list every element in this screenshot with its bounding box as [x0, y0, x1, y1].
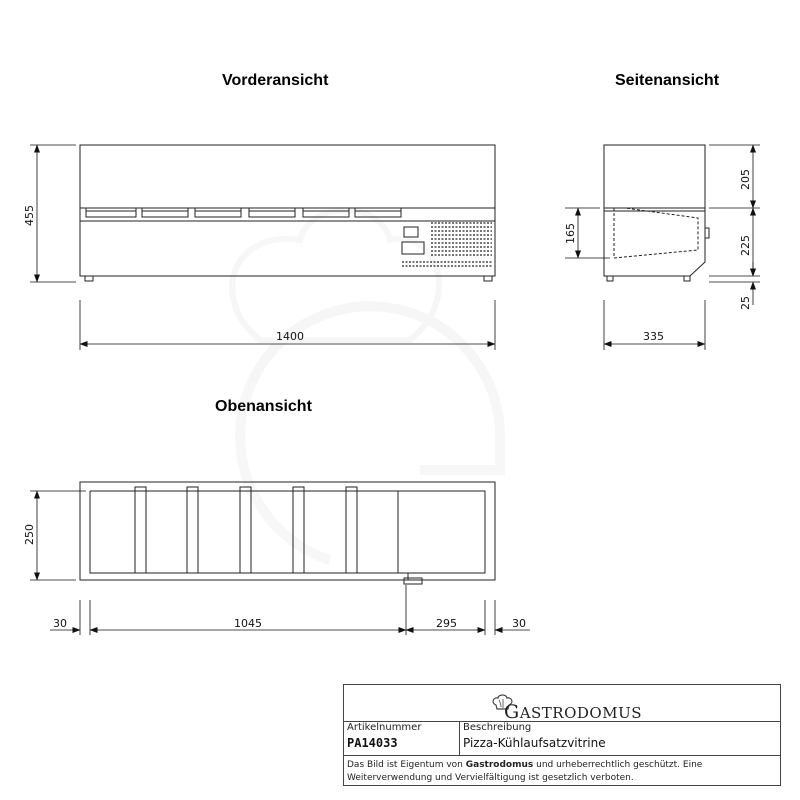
dim-top-depth: 250: [23, 524, 36, 545]
side-pan-hidden-line: [614, 208, 698, 258]
dim-top-pan-area: 1045: [234, 617, 262, 630]
dim-side-middle: 225: [739, 235, 752, 256]
dim-side-depth: 335: [643, 330, 664, 343]
front-foot-right: [484, 276, 492, 281]
description-label: Beschreibung: [463, 722, 532, 733]
side-view: [604, 145, 709, 281]
dim-top-left-margin: 30: [53, 617, 67, 630]
copyright-note: Das Bild ist Eigentum von Gastrodomus und urheberrechtlich geschützt. Eine Weiterverwendung und Vervielfältigung ist gesetzlich verboten.: [347, 760, 703, 783]
top-control-knob: [404, 578, 422, 584]
side-dimensions: [565, 145, 760, 350]
dim-side-feet: 25: [739, 296, 752, 310]
article-label: Artikelnummer: [347, 722, 422, 733]
dim-top-right-area: 295: [436, 617, 457, 630]
title-block: [343, 684, 781, 786]
description-cell: [460, 721, 780, 755]
front-view-title: Vorderansicht: [222, 72, 329, 89]
dim-front-width: 1400: [276, 330, 304, 343]
dim-side-top: 205: [739, 169, 752, 190]
brand-header: [344, 685, 780, 722]
brand-name: GASTRODOMUS: [504, 701, 642, 723]
top-view-title: Obenansicht: [215, 398, 312, 415]
top-pan-slots: [90, 487, 398, 573]
article-row: [344, 721, 780, 756]
article-number: PA14033: [347, 736, 398, 750]
top-dimensions: [30, 491, 530, 635]
article-cell: [344, 721, 460, 755]
dim-top-right-margin: 30: [512, 617, 526, 630]
front-foot-left: [85, 276, 93, 281]
description-value: Pizza-Kühlaufsatzvitrine: [463, 736, 606, 750]
dim-front-height: 455: [23, 205, 36, 226]
dim-side-inner: 165: [564, 223, 577, 244]
side-view-title: Seitenansicht: [615, 72, 720, 89]
side-handle: [705, 228, 709, 238]
side-foot-right: [684, 276, 690, 281]
thermostat-display: [404, 227, 418, 237]
side-foot-left: [607, 276, 613, 281]
